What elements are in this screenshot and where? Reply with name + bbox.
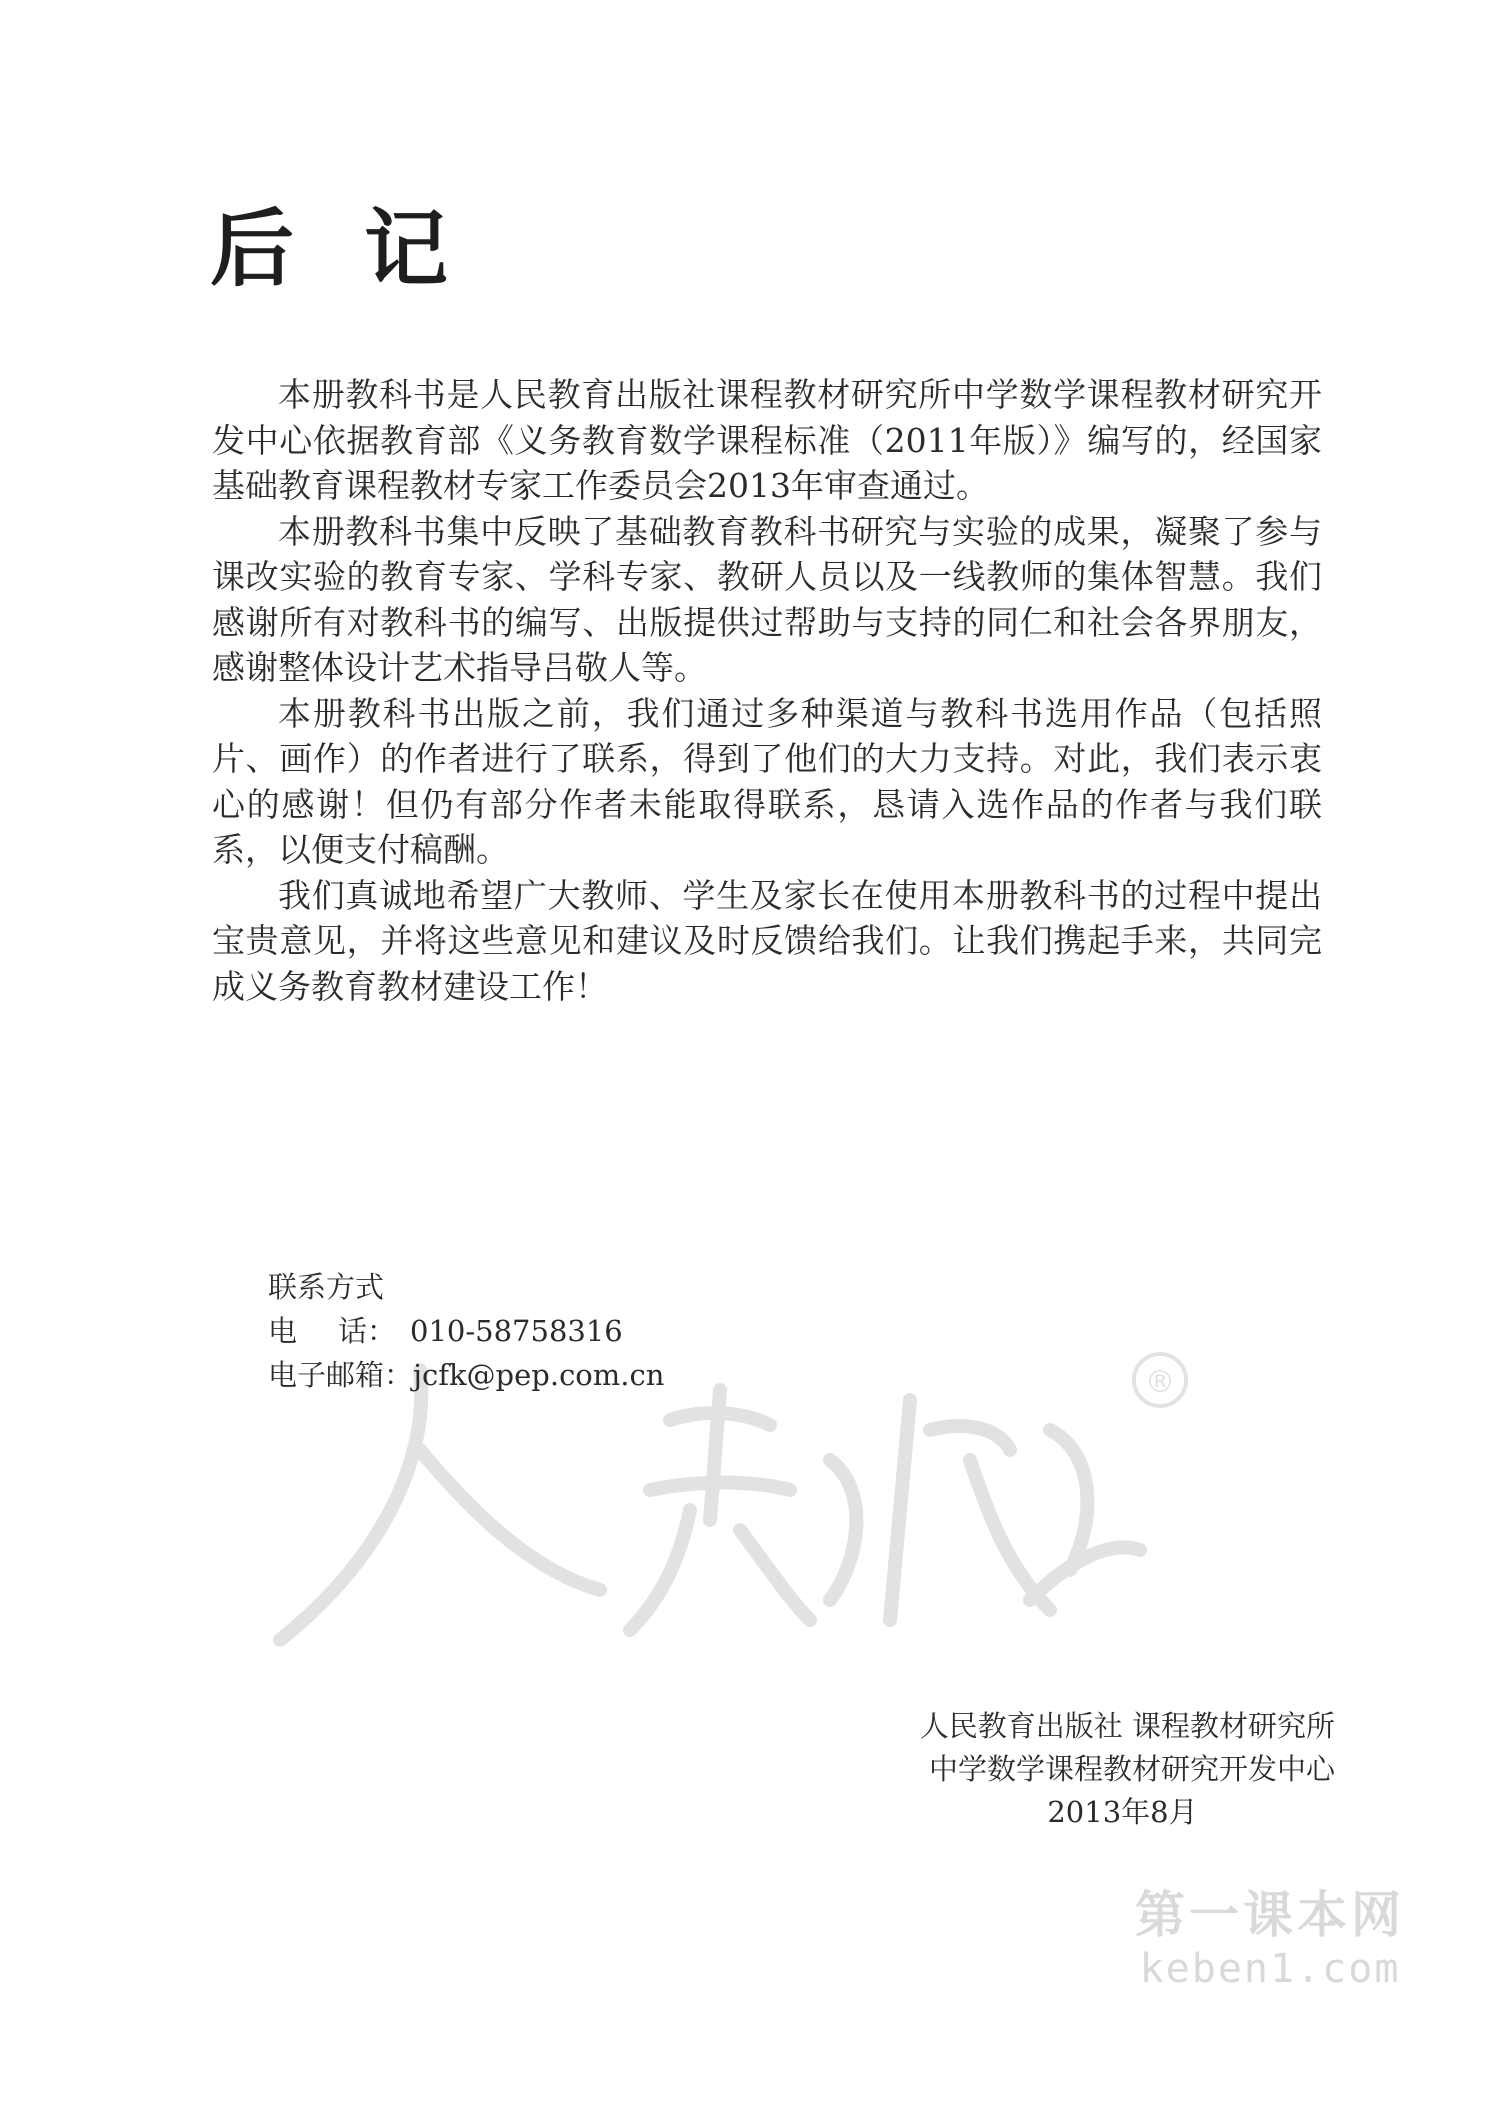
- publisher-name: 人民教育出版社 课程教材研究所: [919, 1709, 1335, 1743]
- registered-mark: ®: [1145, 1365, 1175, 1400]
- paragraph: 我们真诚地希望广大教师、学生及家长在使用本册教科书的过程中提出宝贵意见，并将这些意见和建议及时反馈给我们。让我们携起手来，共同完成义务教育教材建设工作！: [212, 875, 1322, 1006]
- email-label: 电子邮箱：: [268, 1358, 414, 1392]
- afterword-body: [212, 372, 1322, 1009]
- email-row: [268, 1353, 664, 1397]
- title-char-2: 记: [364, 200, 449, 298]
- contact-info: [268, 1265, 664, 1397]
- phone-label-1: 电: [268, 1314, 298, 1348]
- title-char-1: 后: [210, 200, 295, 298]
- date: 2013年8月: [1047, 1795, 1198, 1829]
- page-title: [210, 182, 448, 303]
- email-address: jcfk@pep.com.cn: [413, 1358, 665, 1392]
- contact-heading: 联系方式: [268, 1270, 385, 1304]
- site-watermark-en: keben1.com: [1139, 1946, 1401, 1992]
- signature-block: [910, 1705, 1335, 1834]
- phone-label-2: 话：: [338, 1314, 397, 1348]
- paragraph: 本册教科书是人民教育出版社课程教材研究所中学数学课程教材研究开发中心依据教育部《义务教育数学课程标准（2011年版）》编写的，经国家基础教育课程教材专家工作委员会2013年审查通过。: [212, 375, 1322, 505]
- paragraph: 本册教科书集中反映了基础教育教科书研究与实验的成果，凝聚了参与课改实验的教育专家、学科专家、教研人员以及一线教师的集体智慧。我们感谢所有对教科书的编写、出版提供过帮助与支持的同仁和社会各界朋友，感谢整体设计艺术指导吕敬人等。: [212, 511, 1322, 687]
- phone-number: 010-58758316: [410, 1314, 623, 1348]
- site-watermark: [1120, 1885, 1420, 1993]
- center-name: 中学数学课程教材研究开发中心: [928, 1752, 1335, 1786]
- paragraph: 本册教科书出版之前，我们通过多种渠道与教科书选用作品（包括照片、画作）的作者进行了联系，得到了他们的大力支持。对此，我们表示衷心的感谢！但仍有部分作者未能取得联系，恳请入选作品的作者与我们联系，以便支付稿酬。: [212, 693, 1322, 869]
- site-watermark-cn: 第一课本网: [1135, 1886, 1405, 1944]
- phone-row: [268, 1309, 664, 1353]
